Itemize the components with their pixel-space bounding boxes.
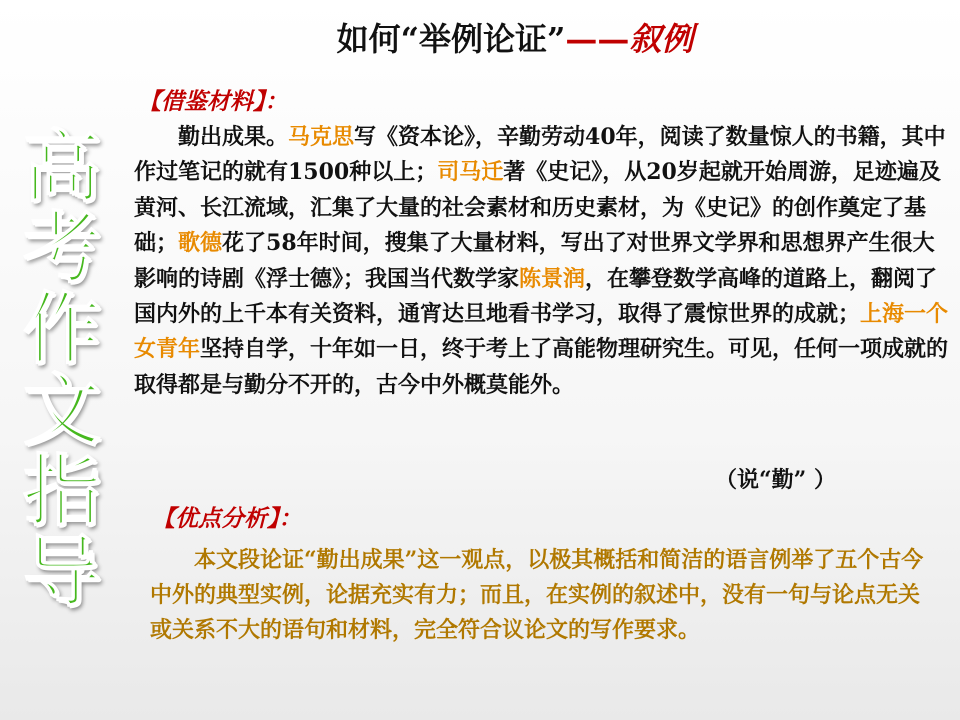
side-title-char: 高 — [22, 123, 101, 213]
material-label: 【借鉴材料】： — [138, 89, 288, 115]
title-sub: 叙例 — [629, 20, 694, 58]
side-title-char: 文 — [22, 366, 101, 456]
highlight-name: 马克思 — [288, 124, 355, 150]
analysis-label: 【优点分析】： — [152, 506, 302, 532]
passage-text: 坚持自学，十年如一日，终于考上了高能物理研究生。可见，任何一项成就的取得都是与勤分不开的，古今中外概莫能外。 — [134, 336, 949, 398]
side-title-char: 导 — [22, 528, 101, 618]
title-dash: —— — [565, 20, 630, 58]
passage-source: （说“勤” ） — [715, 467, 836, 493]
highlight-name: 陈景润 — [519, 265, 586, 292]
side-title-char: 考 — [22, 204, 101, 294]
passage-text: 著《史记》，从20岁起就开始周游，足迹遍及黄河、长江流域，汇集了大量的社会素材和历史素材，为《史记》的创作奠定了基础； — [134, 159, 941, 257]
passage-text: 写《资本论》，辛勤劳动40年，阅读了数量惊人的书籍，其中作过笔记的就有1500种以上； — [134, 124, 946, 186]
highlight-name: 司马迁 — [437, 159, 504, 186]
side-title-char: 指 — [22, 447, 101, 537]
title-main: 如何“举例论证” — [336, 20, 566, 58]
passage-text: 勤出成果。 — [178, 124, 289, 150]
side-title-char: 作 — [22, 285, 101, 375]
highlight-name: 歌德 — [178, 230, 223, 257]
passage-text: 花了58年时间，搜集了大量材料，写出了对世界文学界和思想界产生很大影响的诗剧《浮士德》；我国当代数学家 — [134, 230, 935, 292]
highlight-name: 上海一个女青年 — [134, 301, 949, 363]
analysis-text: 本文段论证“勤出成果”这一观点，以极其概括和简洁的语言例举了五个古今中外的典型实例，论据充实有力；而且，在实例的叙述中，没有一句与论点无关或关系不大的语句和材料，完全符合议论文的写作要求。 — [150, 547, 924, 643]
passage-text: ，在攀登数学高峰的道路上，翻阅了国内外的上千本有关资料，通宵达旦地看书学习，取得了震惊世界的成就； — [134, 265, 938, 328]
slide-title — [0, 14, 960, 60]
side-title — [12, 123, 112, 618]
material-passage — [134, 120, 949, 403]
